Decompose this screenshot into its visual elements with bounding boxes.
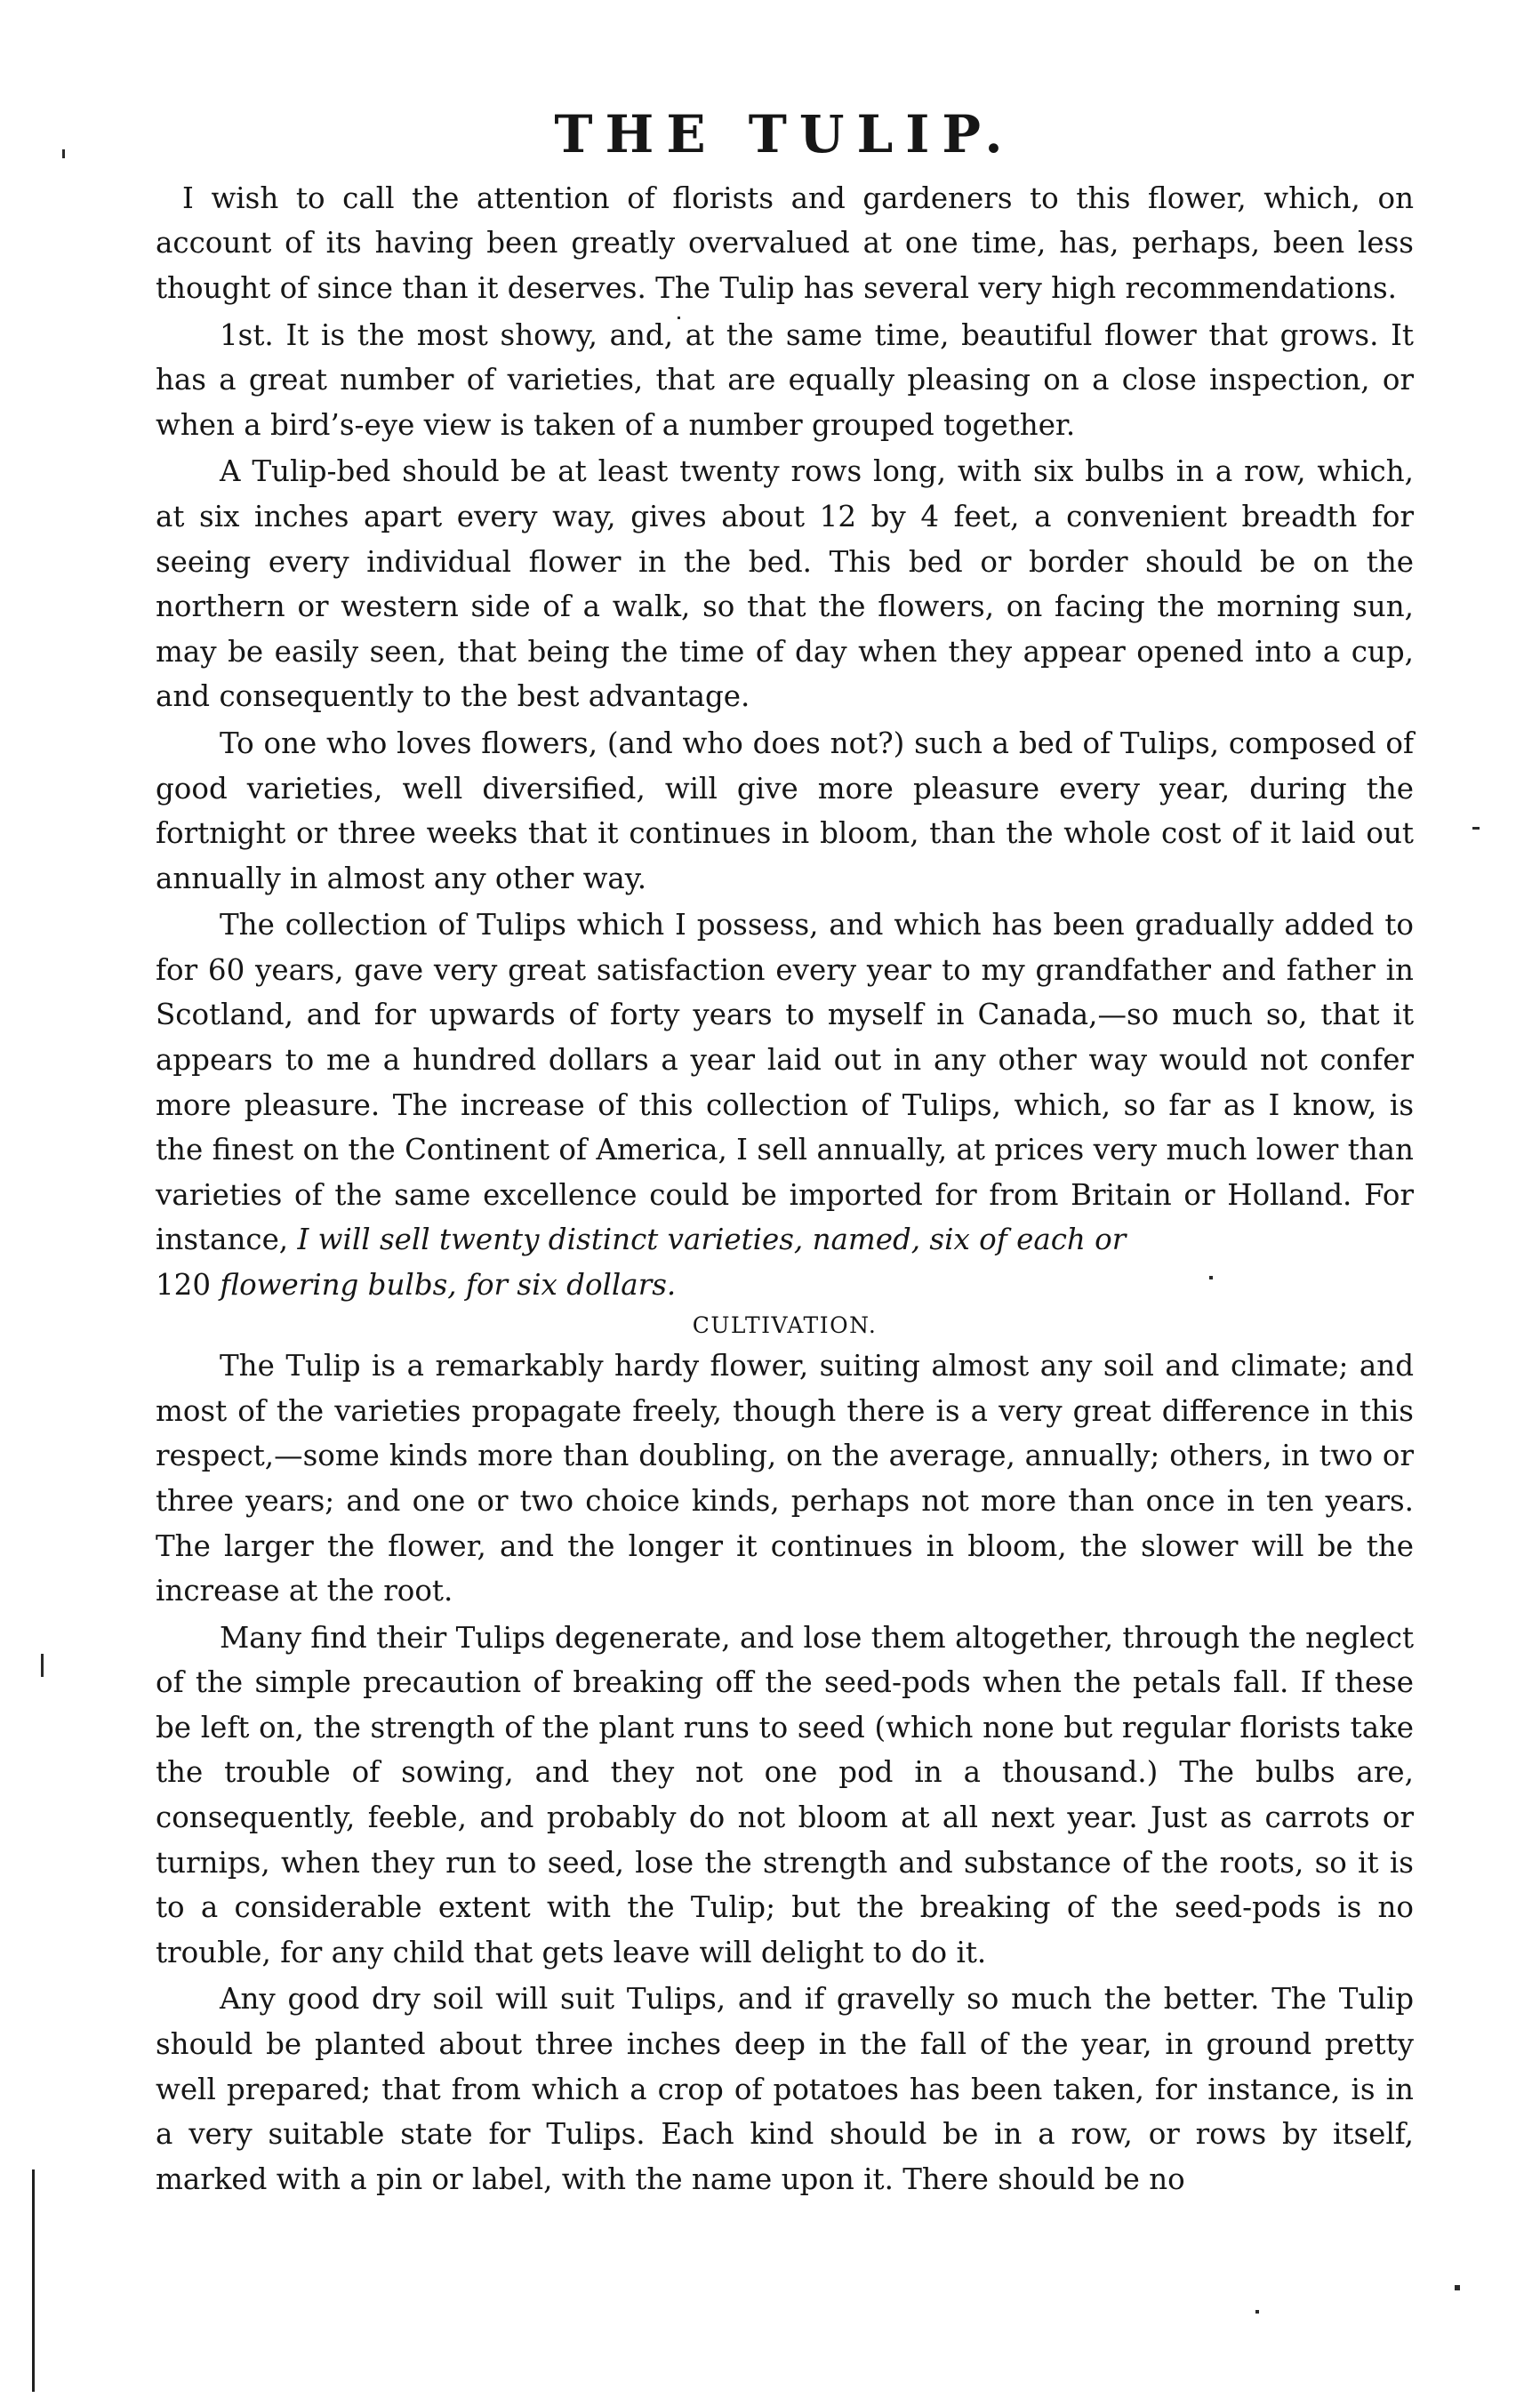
tulip-bed-paragraph: A Tulip-bed should be at least twenty rows long, with six bulbs in a row, which, at six inches apart every way, gives about 12 by 4 feet, a convenient breadth for seeing every individual flower in the bed. This bed or border should be on the northern or western side of a walk, so that the flowers, on facing the morning sun, may be easily seen, that being the time of day when they appear opened into a cup, and consequently to the best advantage. [156,454,1414,714]
offer-number: 120 [156,1268,212,1303]
showy-paragraph: 1st. It is the most showy, and, at the same time, beautiful flower that grows. It has a great number of varieties, that are equally pleasing on a close inspection, or when a bird’s-eye view is taken of a number grouped together. [156,317,1414,442]
article-title: THE TULIP. [554,104,1015,164]
collection-text: The collection of Tulips which I possess, and which has been gradually added to for 60 years, gave very great satisfaction every year to my grandfather and father in Scotland, and for upwards of forty years to myself in Canada,—so much so, that it appears to me a hundred dollars a year laid out in any other way would not confer more pleasure. The increase of this collection of Tulips, which, so far as I know, is the finest on the Continent of America, I sell annually, at prices very much lower than varieties of the same excellence could be imported for from Britain or Holland. For instance, [156,908,1414,1257]
scan-speck [1255,2310,1259,2314]
binding-edge-line [32,2169,35,2392]
degeneration-paragraph: Many find their Tulips degenerate, and lose them altogether, through the neglect of the simple precaution of breaking off the seed-pods when the petals fall. If these be left on, the strength of the plant runs to seed (which none but regular florists take the trouble of sowing, and they not one pod in a thousand.) The bulbs are, consequently, feeble, and probably do not bloom at all next year. Just as carrots or turnips, when they run to seed, lose the strength and substance of the roots, so it is to a considerable extent with the Tulip; but the breaking of the seed-pods is no trouble, for any child that gets leave will delight to do it. [156,1620,1414,1969]
offer-flowering-text: flowering bulbs, for six dollars. [220,1268,677,1303]
offer-text: I will sell twenty distinct varieties, named, six of each or [297,1223,1127,1257]
flower-lovers-paragraph: To one who loves flowers, (and who does not?) such a bed of Tulips, composed of good varieties, well diversified, will give more pleasure every year, during the fortnight or three weeks that it continues in bloom, than the whole cost of it laid out annually in almost any other way. [156,726,1414,895]
intro-paragraph: I wish to call the attention of florists and gardeners to this flower, which, on account of its having been greatly overvalued at one time, has, perhaps, been less thought of since than it deserves. The Tulip has several very high recommendations. [156,180,1414,305]
scan-speck [62,149,65,158]
section-heading-cultivation: CULTIVATION. [692,1311,878,1338]
soil-paragraph: Any good dry soil will suit Tulips, and if gravelly so much the better. The Tulip should be planted about three inches deep in the fall of the year, in ground pretty well prepared; that from which a crop of potatoes has been taken, for instance, is in a very suitable state for Tulips. Each kind should be in a row, or rows by itself, marked with a pin or label, with the name upon it. There should be no [156,1982,1414,2196]
collection-paragraph [156,902,1414,1307]
article-body [156,104,1414,2201]
scan-speck [41,1654,44,1677]
hardiness-paragraph: The Tulip is a remarkably hardy flower, suiting almost any soil and climate; and most of the varieties propagate freely, though there is a very great difference in this respect,—some kinds more than doubling, on the average, annually; others, in two or three years; and one or two choice kinds, perhaps not more than once in ten years. The larger the flower, and the longer it continues in bloom, the slower will be the increase at the root. [156,1349,1414,1608]
scan-speck [1472,827,1480,830]
scan-speck [1455,2285,1460,2290]
